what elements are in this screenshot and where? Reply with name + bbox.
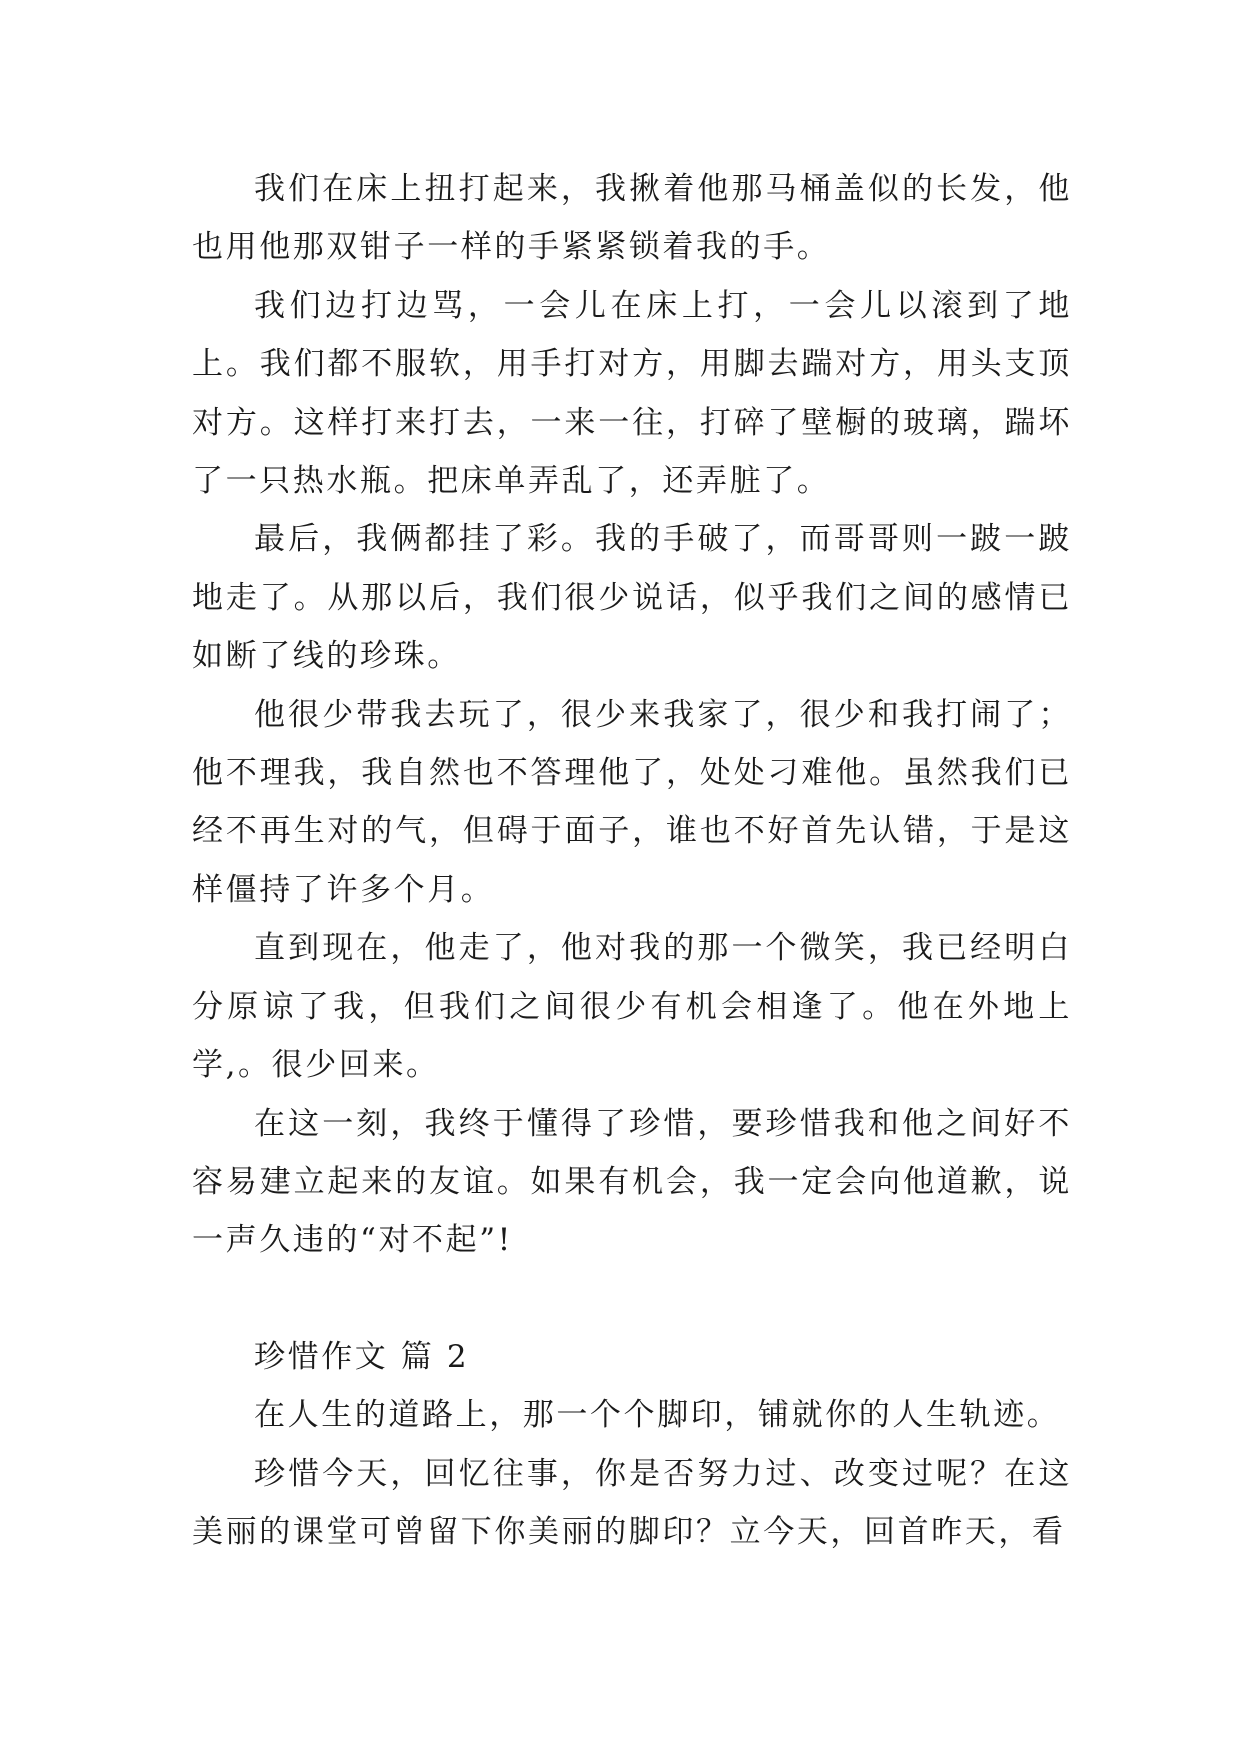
paragraph: 珍惜今天，回忆往事，你是否努力过、改变过呢？在这美丽的课堂可曾留下你美丽的脚印？立今天，回首昨天，看 <box>192 1455 1072 1550</box>
section-heading: 珍惜作文 篇 2 <box>254 1338 470 1375</box>
document-body <box>192 160 1072 1561</box>
paragraph: 在人生的道路上，那一个个脚印，铺就你的人生轨迹。 <box>254 1397 1061 1434</box>
paragraph: 我们边打边骂，一会儿在床上打，一会儿以滚到了地上。我们都不服软，用手打对方，用脚去踹对方，用头支顶对方。这样打来打去，一来一往，打碎了壁橱的玻璃，踹坏了一只热水瓶。把床单弄乱了，还弄脏了。 <box>192 287 1072 500</box>
paragraph: 他很少带我去玩了，很少来我家了，很少和我打闹了；他不理我，我自然也不答理他了，处处刁难他。虽然我们已经不再生对的气，但碍于面子，谁也不好首先认错，于是这样僵持了许多个月。 <box>192 696 1072 908</box>
paragraph: 直到现在，他走了，他对我的那一个微笑，我已经明白分原谅了我，但我们之间很少有机会相逢了。他在外地上学,。很少回来。 <box>192 930 1072 1084</box>
paragraph: 我们在床上扭打起来，我揪着他那马桶盖似的长发，他也用他那双钳子一样的手紧紧锁着我的手。 <box>192 171 1072 266</box>
paragraph: 在这一刻，我终于懂得了珍惜，要珍惜我和他之间好不容易建立起来的友谊。如果有机会，我一定会向他道歉，说一声久违的“对不起”! <box>192 1105 1072 1259</box>
paragraph: 最后，我俩都挂了彩。我的手破了，而哥哥则一跛一跛地走了。从那以后，我们很少说话，似乎我们之间的感情已如断了线的珍珠。 <box>192 521 1072 675</box>
